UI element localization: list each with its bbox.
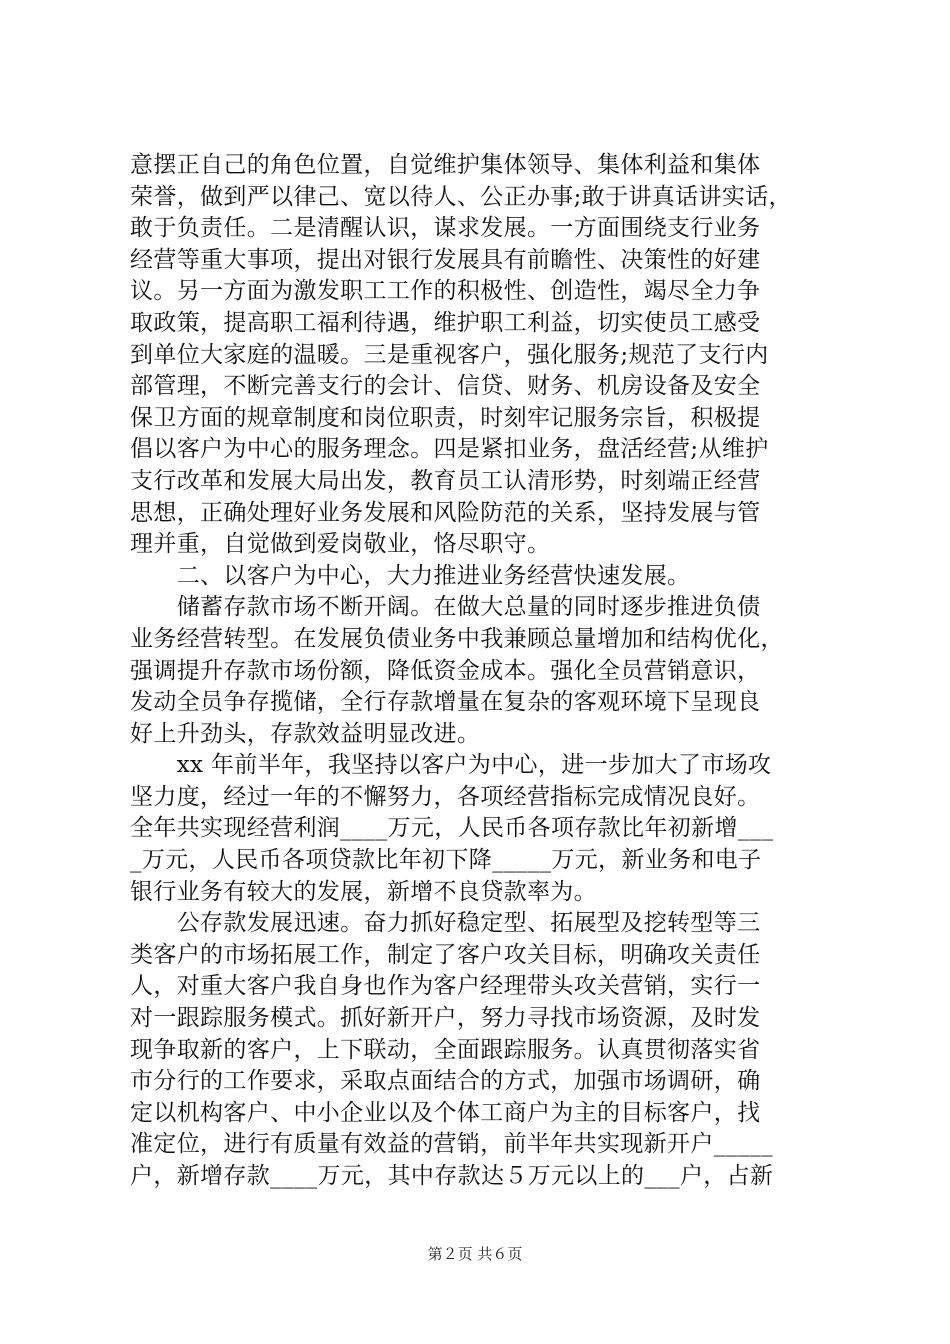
text-line: xx 年前半年，我坚持以客户为中心，进一步加大了市场攻 <box>130 752 772 779</box>
text-line: 议。另一方面为激发职工工作的积极性、创造性，竭尽全力争 <box>130 278 761 305</box>
text-line: 现争取新的客户，上下联动，全面跟踪服务。认真贯彻落实省 <box>130 1036 761 1063</box>
text-line: 荣誉，做到严以律己、宽以待人、公正办事;敢于讲真话讲实话， <box>130 183 792 210</box>
text-line: 经营等重大事项，提出对银行发展具有前瞻性、决策性的好建 <box>130 246 761 273</box>
text-line: _万元，人民币各项贷款比年初下降_____万元，新业务和电子 <box>130 847 762 874</box>
text-line: 理并重，自觉做到爱岗敬业，恪尽职守。 <box>130 531 551 558</box>
document-body <box>130 150 830 1193</box>
page-number-label: 第２页 共６页 <box>427 1245 523 1263</box>
text-line: 银行业务有较大的发展，新增不良贷款率为。 <box>130 878 597 905</box>
page-footer <box>0 1244 950 1264</box>
text-line: 支行改革和发展大局出发，教育员工认清形势，时刻端正经营 <box>130 467 761 494</box>
text-line: 户，新增存款____万元，其中存款达５万元以上的___户，占新 <box>130 1163 774 1189</box>
section-heading: 二、以客户为中心，大力推进业务经营快速发展。 <box>130 562 691 589</box>
text-line: 对一跟踪服务模式。抓好新开户，努力寻找市场资源，及时发 <box>130 1005 761 1032</box>
text-line: 倡以客户为中心的服务理念。四是紧扣业务，盘活经营;从维护 <box>130 436 769 463</box>
text-line: 储蓄存款市场不断开阔。在做大总量的同时逐步推进负债 <box>130 594 761 621</box>
text-line: 保卫方面的规章制度和岗位职责，时刻牢记服务宗旨，积极提 <box>130 404 761 431</box>
text-line: 敢于负责任。二是清醒认识，谋求发展。一方面围绕支行业务 <box>130 215 761 242</box>
text-line: 类客户的市场拓展工作，制定了客户攻关目标，明确攻关责任 <box>130 941 761 968</box>
text-line: 思想，正确处理好业务发展和风险防范的关系，坚持发展与管 <box>130 499 761 526</box>
text-line: 部管理，不断完善支行的会计、信贷、财务、机房设备及安全 <box>130 373 761 400</box>
text-line: 到单位大家庭的温暖。三是重视客户，强化服务;规范了支行内 <box>130 341 769 368</box>
text-line: 业务经营转型。在发展负债业务中我兼顾总量增加和结构优化， <box>130 625 784 652</box>
text-line: 公存款发展迅速。奋力抓好稳定型、拓展型及挖转型等三 <box>130 910 761 937</box>
text-line: 意摆正自己的角色位置，自觉维护集体领导、集体利益和集体 <box>130 152 761 178</box>
text-line: 市分行的工作要求，采取点面结合的方式，加强市场调研，确 <box>130 1068 761 1095</box>
text-line: 发动全员争存揽储，全行存款增量在复杂的客观环境下呈现良 <box>130 689 761 716</box>
text-line: 全年共实现经营利润____万元，人民币各项存款比年初新增___ <box>130 815 774 842</box>
text-line: 定以机构客户、中小企业以及个体工商户为主的目标客户，找 <box>130 1099 761 1126</box>
text-line: 准定位，进行有质量有效益的营销，前半年共实现新开户_____ <box>130 1131 773 1158</box>
text-line: 人，对重大客户我自身也作为客户经理带头攻关营销，实行一 <box>130 973 761 1000</box>
text-line: 取政策，提高职工福利待遇，维护职工利益，切实使员工感受 <box>130 309 761 336</box>
text-line: 好上升劲头，存款效益明显改进。 <box>130 720 481 747</box>
text-line: 坚力度，经过一年的不懈努力，各项经营指标完成情况良好。 <box>130 783 761 810</box>
text-line: 强调提升存款市场份额，降低资金成本。强化全员营销意识， <box>130 657 761 684</box>
